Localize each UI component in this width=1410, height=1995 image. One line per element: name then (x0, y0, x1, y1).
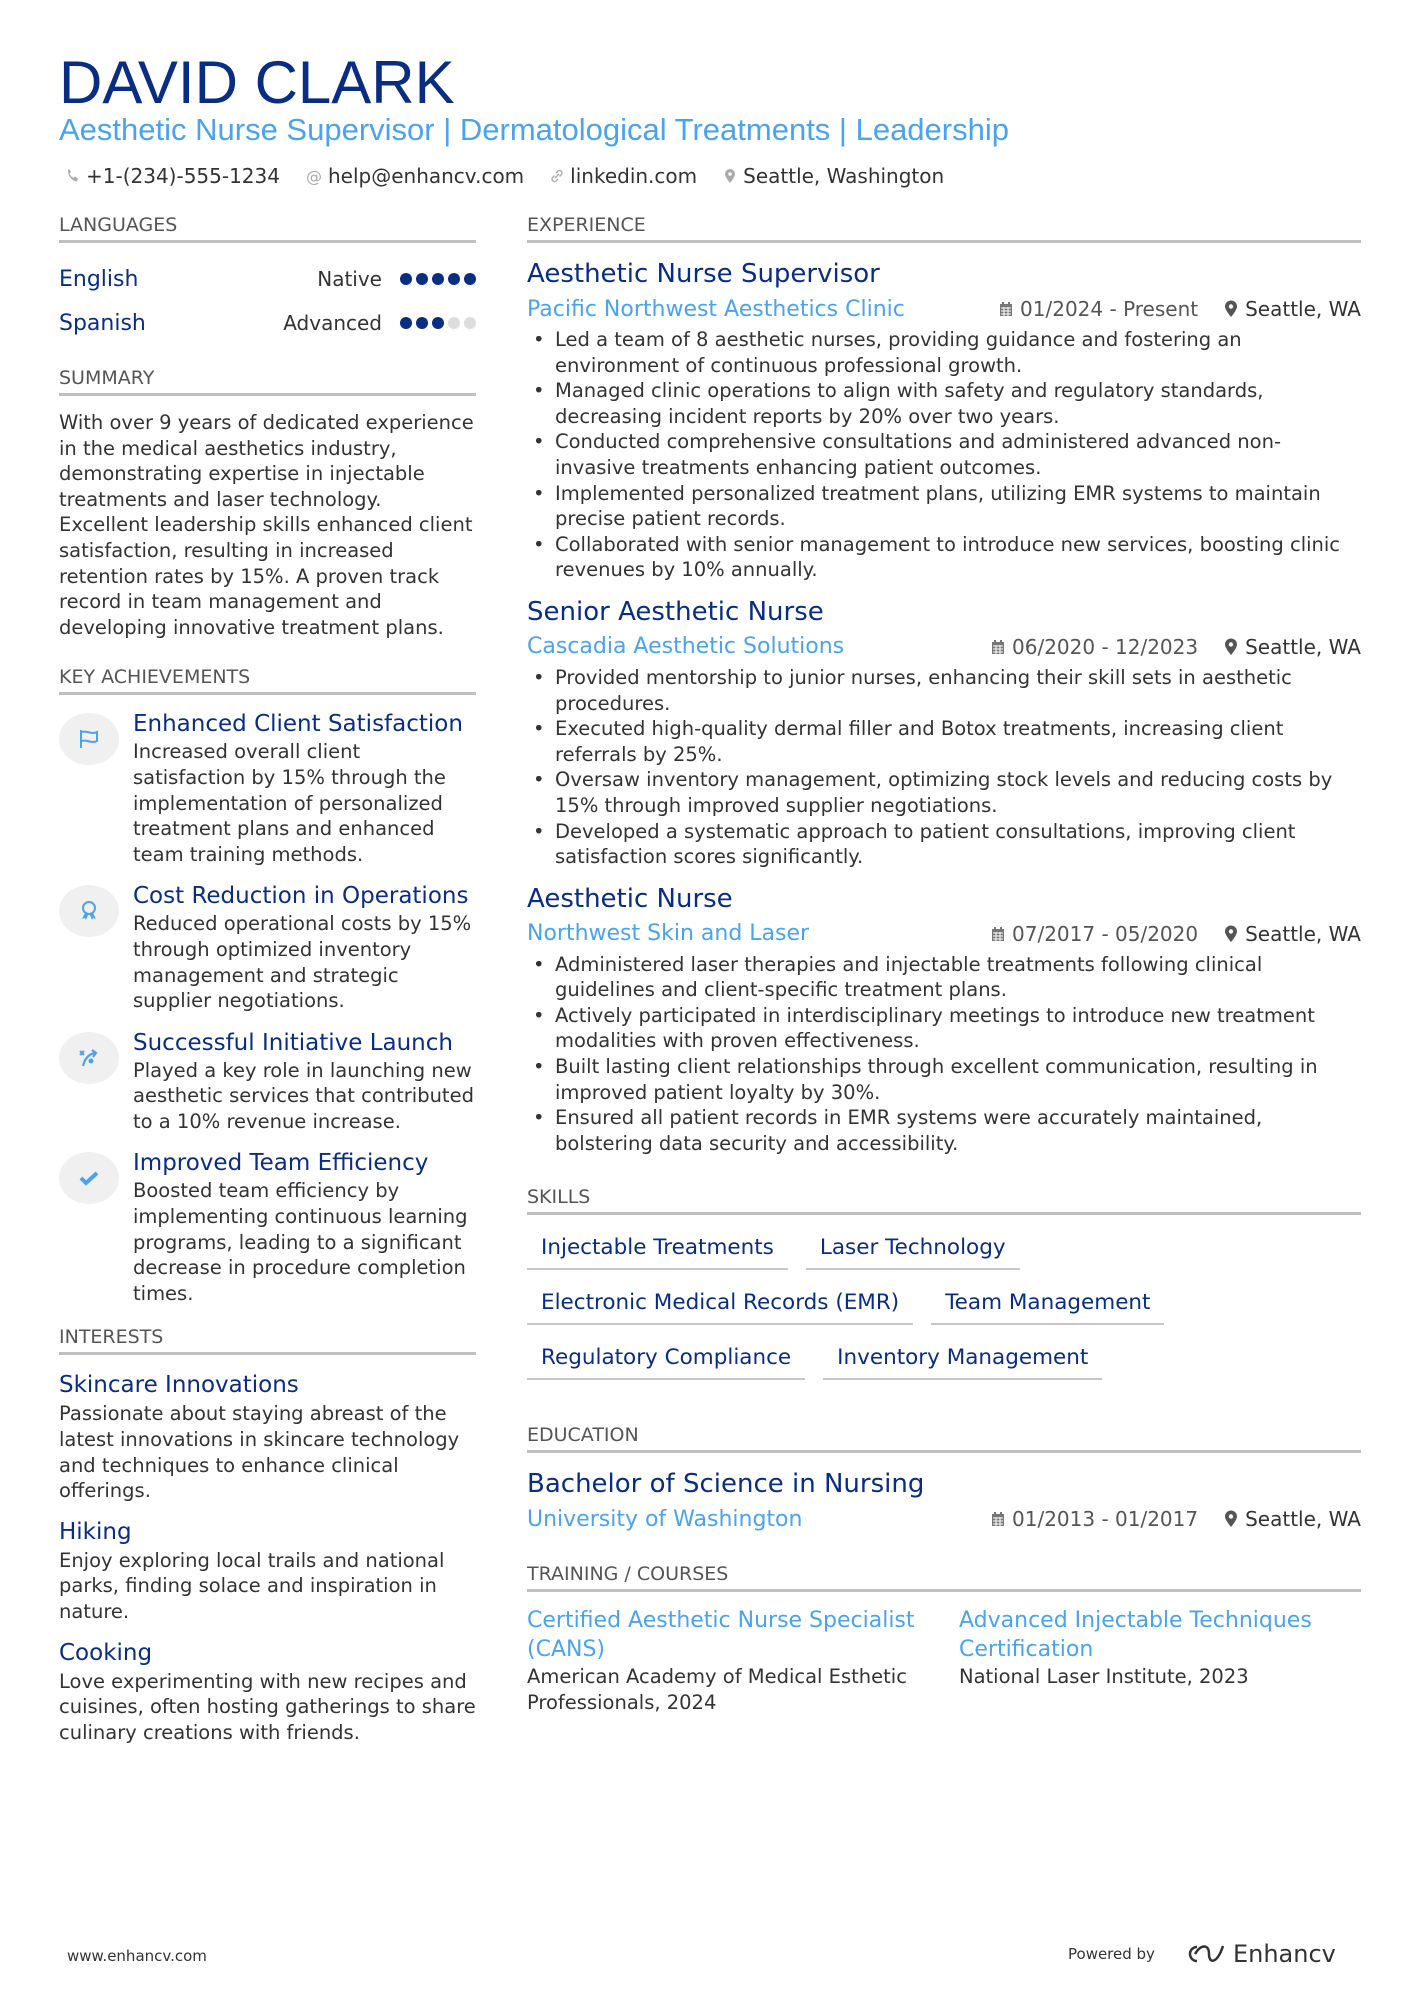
candidate-name: DAVID CLARK (59, 49, 455, 116)
job-bullets (527, 952, 1361, 1157)
proficiency-dot (464, 273, 476, 285)
location-pin-icon (1224, 925, 1238, 943)
achievement-text: Reduced operational costs by 15% through optimized inventory management and strategic supplier negotiations. (133, 912, 472, 1013)
interests-heading: INTERESTS (59, 1326, 476, 1355)
interest-item (59, 1369, 476, 1503)
proficiency-dot (464, 317, 476, 329)
achievement-text: Boosted team efficiency by implementing continuous learning programs, leading to a significant decrease in procedure completion times. (133, 1179, 468, 1305)
location-pin-icon (723, 168, 737, 184)
job-role: Senior Aesthetic Nurse (527, 596, 824, 627)
achievements-list (59, 709, 476, 1306)
job-company: Pacific Northwest Aesthetics Clinic (527, 296, 905, 322)
job-company: Northwest Skin and Laser (527, 921, 810, 947)
job-entry (527, 882, 1361, 1157)
interest-text: Passionate about staying abreast of the latest innovations in skincare technology and techniques to enhance clinical offerings. (59, 1402, 460, 1503)
job-bullet: • Built lasting client relationships through excellent communication, resulting in improved patient loyalty by 30%. (527, 1054, 1361, 1105)
language-item (59, 257, 476, 301)
location-pin-icon (1224, 300, 1238, 318)
skill-tag: Team Management (931, 1284, 1164, 1325)
language-name: Spanish (59, 310, 146, 336)
job-dates: 01/2024 - Present (999, 297, 1198, 321)
job-location: Seattle, WA (1224, 635, 1361, 659)
calendar-icon (999, 301, 1013, 317)
interests-list (59, 1369, 476, 1745)
achievement-title: Cost Reduction in Operations (133, 883, 469, 910)
job-bullet: • Implemented personalized treatment plans, utilizing EMR systems to maintain precise patient records. (527, 481, 1361, 532)
experience-heading: EXPERIENCE (527, 214, 1361, 243)
footer-brand (1068, 1940, 1336, 1968)
achievement-title: Enhanced Client Satisfaction (133, 711, 463, 738)
proficiency-dot (448, 273, 460, 285)
achievement-text: Increased overall client satisfaction by 15% through the implementation of personalized treatment plans and enhanced team training methods. (133, 740, 446, 866)
languages-list (59, 257, 476, 345)
languages-heading: LANGUAGES (59, 214, 476, 243)
education-entry (527, 1467, 1361, 1537)
contact-location: Seattle, Washington (723, 164, 944, 188)
training-list (527, 1606, 1361, 1715)
skills-list (527, 1229, 1361, 1380)
contact-phone: +1-(234)-555-1234 (66, 164, 280, 188)
training-heading: TRAINING / COURSES (527, 1563, 1361, 1592)
proficiency-dot (448, 317, 460, 329)
training-title: Advanced Injectable Techniques Certification (959, 1608, 1312, 1663)
proficiency-dot (432, 317, 444, 329)
interest-item (59, 1637, 476, 1746)
job-company: Cascadia Aesthetic Solutions (527, 634, 845, 660)
training-title: Certified Aesthetic Nurse Specialist (CANS) (527, 1608, 915, 1663)
job-entry (527, 257, 1361, 583)
achievement-title: Successful Initiative Launch (133, 1029, 453, 1056)
contact-email[interactable]: @ help@enhancv.com (305, 164, 525, 188)
job-bullet: • Ensured all patient records in EMR systems were accurately maintained, bolstering data security and accessibility. (527, 1105, 1361, 1156)
interest-title: Skincare Innovations (59, 1372, 299, 1399)
candidate-title: Aesthetic Nurse Supervisor | Dermatological Treatments | Leadership (59, 112, 1009, 147)
flag-icon (59, 713, 119, 765)
achievement-text: Played a key role in launching new aesthetic services that contributed to a 10% revenue increase. (133, 1058, 474, 1133)
achievement-item (59, 1148, 476, 1306)
degree: Bachelor of Science in Nursing (527, 1469, 925, 1500)
job-dates: 06/2020 - 12/2023 (991, 635, 1198, 659)
calendar-icon (991, 639, 1005, 655)
enhancv-logo-icon (1179, 1942, 1225, 1966)
experience-list (527, 257, 1361, 1156)
proficiency-dot (416, 317, 428, 329)
enhancv-logo: Enhancv (1179, 1940, 1336, 1968)
job-bullet: • Managed clinic operations to align with safety and regulatory standards, decreasing incident reports by 20% over two years. (527, 378, 1361, 429)
summary-text: With over 9 years of dedicated experience in the medical aesthetics industry, demonstrating expertise in injectable treatments and laser technology. Excellent leadership skills enhanced client satisfaction, resulting in increased retention rates by 15%. A proven track record in team management and developing innovative treatment plans. (59, 411, 474, 639)
calendar-icon (991, 926, 1005, 942)
training-org: American Academy of Medical Esthetic Professionals, 2024 (527, 1665, 907, 1715)
language-level: Native (317, 267, 382, 291)
job-bullet: • Conducted comprehensive consultations and administered advanced non-invasive treatments enhancing patient outcomes. (527, 429, 1361, 480)
job-bullet: • Developed a systematic approach to patient consultations, improving client satisfaction scores significantly. (527, 819, 1361, 870)
interest-item (59, 1516, 476, 1625)
language-name: English (59, 266, 139, 292)
check-icon (59, 1152, 119, 1204)
powered-by: Powered by (1068, 1945, 1155, 1963)
job-bullet: • Collaborated with senior management to introduce new services, boosting clinic revenues by 10% annually. (527, 532, 1361, 583)
job-bullet: • Oversaw inventory management, optimizing stock levels and reducing costs by 15% through improved supplier negotiations. (527, 767, 1361, 818)
at-icon: @ (305, 166, 322, 186)
skill-tag: Laser Technology (806, 1229, 1020, 1270)
strategy-icon (59, 1032, 119, 1084)
location-pin-icon (1224, 1510, 1238, 1528)
education-heading: EDUCATION (527, 1424, 1361, 1453)
achievement-item (59, 1028, 476, 1135)
language-level: Advanced (283, 311, 382, 335)
job-location: Seattle, WA (1224, 922, 1361, 946)
interest-title: Cooking (59, 1639, 153, 1666)
job-bullets (527, 665, 1361, 870)
job-dates: 07/2017 - 05/2020 (991, 922, 1198, 946)
skill-tag: Regulatory Compliance (527, 1339, 805, 1380)
achievements-heading: KEY ACHIEVEMENTS (59, 666, 476, 695)
contact-bar (66, 164, 944, 188)
skill-tag: Electronic Medical Records (EMR) (527, 1284, 913, 1325)
achievement-item (59, 709, 476, 867)
job-bullet: • Administered laser therapies and injectable treatments following clinical guidelines and client-specific treatment plans. (527, 952, 1361, 1003)
location-pin-icon (1224, 638, 1238, 656)
summary-heading: SUMMARY (59, 367, 476, 396)
proficiency-dot (432, 273, 444, 285)
education-dates: 01/2013 - 01/2017 (991, 1507, 1198, 1531)
link-icon (550, 168, 564, 184)
job-role: Aesthetic Nurse (527, 883, 733, 914)
job-bullet: • Led a team of 8 aesthetic nurses, providing guidance and fostering an environment of continuous professional growth. (527, 327, 1361, 378)
school: University of Washington (527, 1506, 803, 1532)
footer-url[interactable]: www.enhancv.com (67, 1947, 207, 1965)
calendar-icon (991, 1511, 1005, 1527)
proficiency-dots (400, 273, 476, 285)
right-column (527, 214, 1361, 1716)
training-org: National Laser Institute, 2023 (959, 1665, 1249, 1689)
language-item (59, 301, 476, 345)
education-location: Seattle, WA (1224, 1507, 1361, 1531)
proficiency-dot (400, 317, 412, 329)
interest-text: Love experimenting with new recipes and cuisines, often hosting gatherings to share culinary creations with friends. (59, 1669, 476, 1744)
proficiency-dots (400, 317, 476, 329)
left-column (59, 214, 476, 1757)
achievement-title: Improved Team Efficiency (133, 1150, 429, 1177)
training-item (527, 1606, 929, 1715)
job-bullet: • Actively participated in interdisciplinary meetings to introduce new treatment modalities with proven effectiveness. (527, 1003, 1361, 1054)
award-icon (59, 885, 119, 937)
training-item (959, 1606, 1361, 1715)
interest-title: Hiking (59, 1518, 132, 1545)
proficiency-dot (416, 273, 428, 285)
job-bullet: • Executed high-quality dermal filler and Botox treatments, increasing client referrals by 25%. (527, 716, 1361, 767)
job-location: Seattle, WA (1224, 297, 1361, 321)
proficiency-dot (400, 273, 412, 285)
job-role: Aesthetic Nurse Supervisor (527, 259, 880, 289)
skill-tag: Injectable Treatments (527, 1229, 788, 1270)
skill-tag: Inventory Management (823, 1339, 1102, 1380)
achievement-item (59, 881, 476, 1013)
job-bullets (527, 327, 1361, 583)
job-bullet: • Provided mentorship to junior nurses, enhancing their skill sets in aesthetic procedures. (527, 665, 1361, 716)
interest-text: Enjoy exploring local trails and national parks, finding solace and inspiration in nature. (59, 1548, 445, 1623)
contact-link[interactable]: linkedin.com (550, 164, 697, 188)
job-entry (527, 595, 1361, 870)
phone-icon (66, 168, 80, 184)
skills-heading: SKILLS (527, 1186, 1361, 1215)
